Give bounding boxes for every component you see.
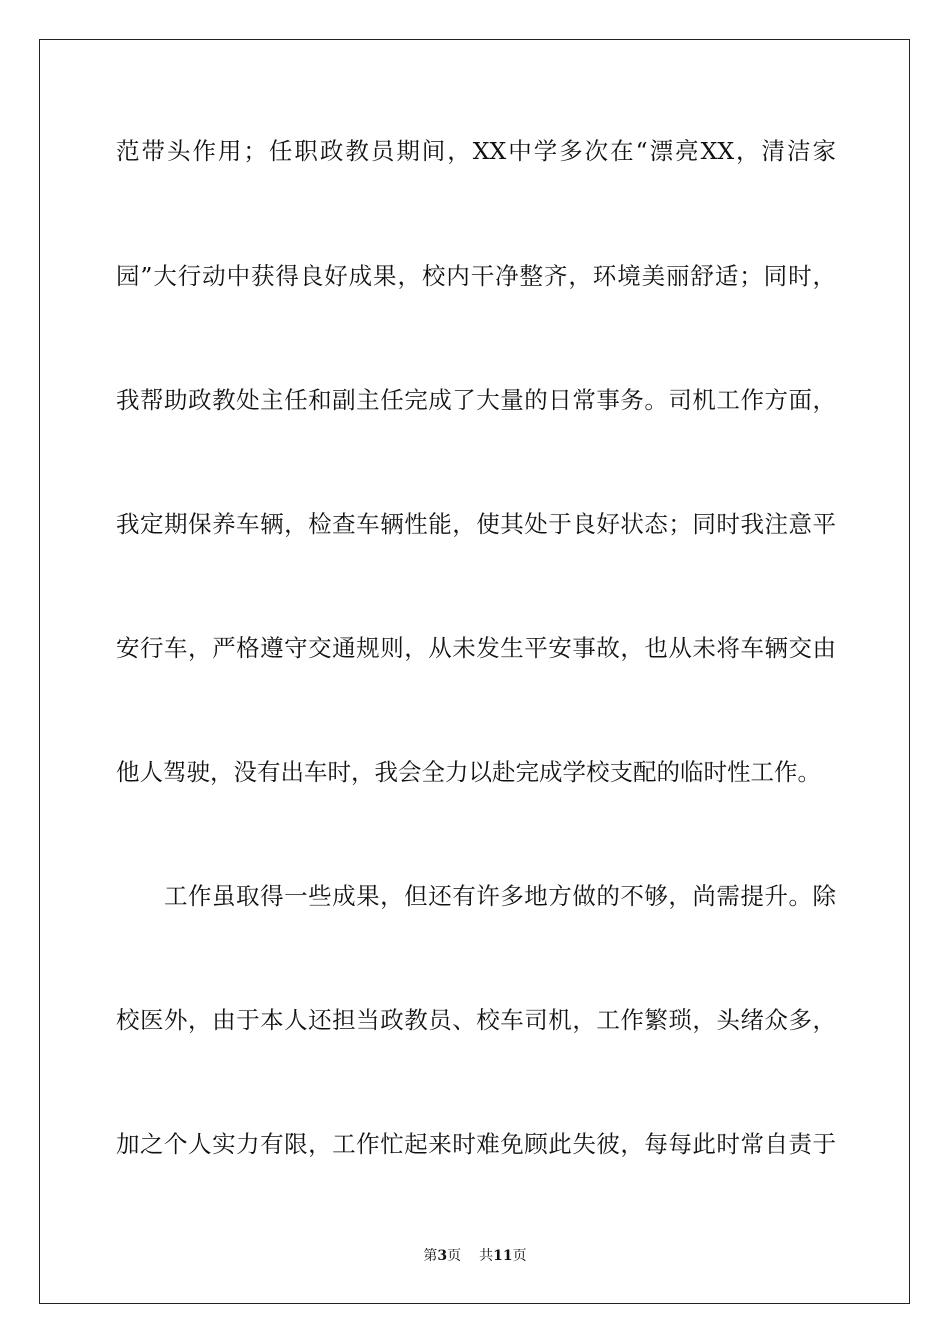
text-line-2: 园”大行动中获得良好成果，校内干净整齐，环境美丽舒适；同时， — [116, 262, 836, 290]
text-line-5: 安行车，严格遵守交通规则，从未发生平安事故，也从未将车辆交由 — [116, 634, 836, 662]
text-line-4: 我定期保养车辆，检查车辆性能，使其处于良好状态；同时我注意平 — [116, 510, 836, 538]
footer-page-prefix: 第 — [423, 1248, 438, 1264]
text-line-3: 我帮助政教处主任和副主任完成了大量的日常事务。司机工作方面， — [116, 386, 836, 414]
footer-total-prefix: 共 — [479, 1248, 494, 1264]
text-line-7: 工作虽取得一些成果，但还有许多地方做的不够，尚需提升。除 — [164, 882, 836, 910]
footer-total-suffix: 页 — [512, 1248, 527, 1264]
text-line-8: 校医外，由于本人还担当政教员、校车司机，工作繁琐，头绪众多， — [116, 1006, 836, 1034]
footer-page-suffix: 页 — [447, 1248, 462, 1264]
text-line-6: 他人驾驶，没有出车时，我会全力以赴完成学校支配的临时性工作。 — [116, 758, 821, 786]
page-footer — [0, 1244, 950, 1268]
page-border — [39, 39, 910, 1304]
text-line-9: 加之个人实力有限，工作忙起来时难免顾此失彼，每每此时常自责于 — [116, 1130, 836, 1158]
footer-total-pages: 11 — [493, 1248, 513, 1264]
footer-page-number: 3 — [437, 1248, 448, 1264]
text-line-1: 范带头作用；任职政教员期间，XX中学多次在“漂亮XX，清洁家 — [116, 137, 836, 165]
